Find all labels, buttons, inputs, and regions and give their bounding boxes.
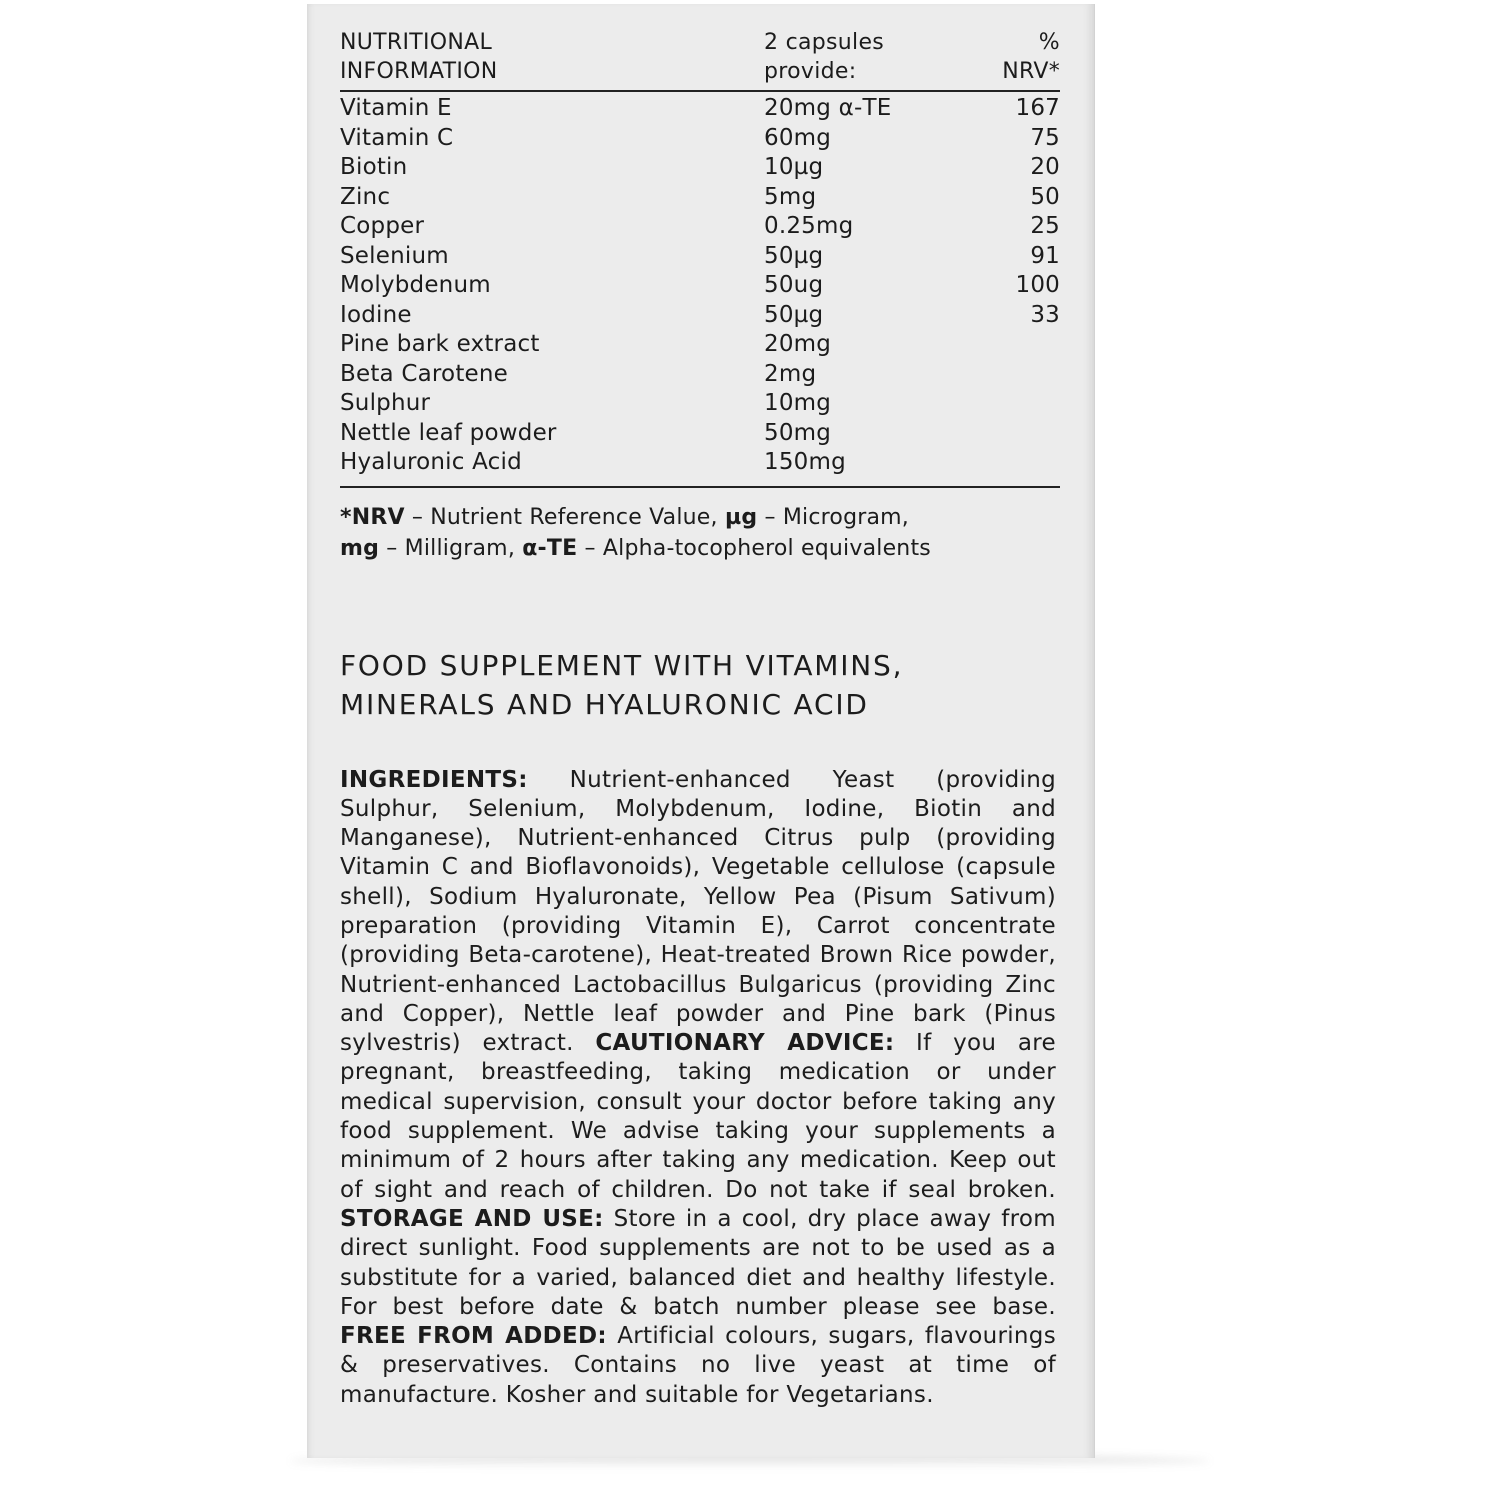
- nutrient-name: Sulphur: [340, 390, 431, 416]
- nutrition-row: [340, 301, 1060, 331]
- nutrition-row: [340, 153, 1060, 183]
- nutrient-nrv: 25: [1030, 213, 1060, 239]
- nutrition-row: [340, 212, 1060, 242]
- nutrient-nrv: [964, 389, 1060, 419]
- nutrient-name: Zinc: [340, 183, 391, 210]
- nutrient-name: Molybdenum: [340, 272, 491, 298]
- nutrient-name: Biotin: [340, 154, 408, 180]
- nutrient-name: Vitamin E: [340, 95, 452, 121]
- nutrient-amount: 50ug: [764, 272, 824, 298]
- header-nrv: % NRV*: [1002, 30, 1060, 84]
- nutrient-amount: 20mg: [764, 331, 832, 357]
- storage-label: STORAGE AND USE:: [340, 1205, 604, 1232]
- nutrient-nrv: 167: [1015, 95, 1060, 121]
- nutrient-name: Beta Carotene: [340, 360, 509, 387]
- nutrition-row: [340, 183, 1060, 213]
- nutrition-row: [340, 94, 1060, 124]
- nrv-footnote: *NRV – Nutrient Reference Value, µg – Microgram, mg – Milligram, α-TE – Alpha-tocopherol equivalents: [340, 504, 931, 561]
- nutrient-nrv: [964, 360, 1060, 390]
- nutrient-amount: 50µg: [764, 301, 824, 328]
- nutrient-amount: 50mg: [764, 419, 832, 446]
- nutrient-name: Iodine: [340, 301, 412, 328]
- nutrient-nrv: 91: [1030, 242, 1060, 269]
- nutrition-row: [340, 448, 1060, 478]
- nutrient-nrv: [964, 448, 1060, 478]
- nutrient-name: Selenium: [340, 242, 449, 269]
- caution-label: CAUTIONARY ADVICE:: [595, 1030, 895, 1057]
- header-nutritional-information: NUTRITIONAL INFORMATION: [340, 30, 498, 84]
- product-headline: FOOD SUPPLEMENT WITH VITAMINS, MINERALS AND HYALURONIC ACID: [340, 648, 904, 721]
- nutrient-name: Hyaluronic Acid: [340, 449, 522, 475]
- nutrition-row: [340, 389, 1060, 419]
- nutrient-name: Copper: [340, 213, 425, 239]
- free-from-text: Artificial colours, sugars, flavourings & preservatives. Contains no live yeast at time of manufacture. Kosher and suitable for Vegetarians.: [340, 1323, 1056, 1408]
- nutrition-row: [340, 360, 1060, 390]
- nutrient-nrv: 20: [1030, 154, 1060, 180]
- nutrient-name: Pine bark extract: [340, 331, 540, 357]
- label-content: [340, 28, 1060, 1410]
- table-divider: [340, 486, 1060, 488]
- nutrient-name: Vitamin C: [340, 124, 454, 151]
- storage-text: Store in a cool, dry place away from direct sunlight. Food supplements are not to be used as a substitute for a varied, balanced diet and healthy lifestyle. For best before date & batch number please see base.: [340, 1205, 1056, 1320]
- nutrient-nrv: 100: [1015, 272, 1060, 298]
- nutrition-row: [340, 242, 1060, 272]
- nutrient-amount: 10mg: [764, 390, 832, 416]
- ingredients-text: Nutrient-enhanced Yeast (providing Sulphur, Selenium, Molybdenum, Iodine, Biotin and Manganese), Nutrient-enhanced Citrus pulp (providing Vitamin C and Bioflavonoids), Vegetable cellulose (capsule shell), Sodium Hyaluronate, Yellow Pea (Pisum Sativum) preparation (providing Vitamin E), Carrot concentrate (providing Beta-carotene), Heat-treated Brown Rice powder, Nutrient-enhanced Lactobacillus Bulgaricus (providing Zinc and Copper), Nettle leaf powder and Pine bark (Pinus sylvestris) extract.: [340, 766, 1056, 1057]
- nutrient-amount: 10µg: [764, 154, 824, 180]
- nutrient-nrv: 50: [1030, 183, 1060, 210]
- nutrient-nrv: 33: [1030, 301, 1060, 328]
- nutrient-nrv: 75: [1030, 124, 1060, 151]
- nutrient-amount: 2mg: [764, 360, 817, 387]
- free-from-label: FREE FROM ADDED:: [340, 1323, 607, 1350]
- ingredients-and-advice: [340, 766, 1056, 1411]
- nutrition-row: [340, 330, 1060, 360]
- nutrition-row: [340, 124, 1060, 154]
- ingredients-label: INGREDIENTS:: [340, 766, 528, 793]
- nutrition-table-header: [340, 28, 1060, 92]
- nutrition-row: [340, 271, 1060, 301]
- nutrient-amount: 5mg: [764, 183, 817, 210]
- nutrient-amount: 20mg α-TE: [764, 95, 892, 121]
- nutrient-nrv: [964, 419, 1060, 449]
- nutrition-row: [340, 419, 1060, 449]
- nutrient-amount: 150mg: [764, 449, 846, 475]
- nutrient-name: Nettle leaf powder: [340, 419, 557, 446]
- nutrient-amount: 50µg: [764, 242, 824, 269]
- caution-text: If you are pregnant, breastfeeding, taking medication or under medical supervision, consult your doctor before taking any food supplement. We advise taking your supplements a minimum of 2 hours after taking any medication. Keep out of sight and reach of children. Do not take if seal broken.: [340, 1030, 1056, 1203]
- nutrient-nrv: [964, 330, 1060, 360]
- nutrition-table-body: [340, 92, 1060, 478]
- nutrient-amount: 0.25mg: [764, 213, 854, 239]
- nutrient-amount: 60mg: [764, 124, 832, 151]
- header-capsules-provide: 2 capsules provide:: [764, 30, 885, 84]
